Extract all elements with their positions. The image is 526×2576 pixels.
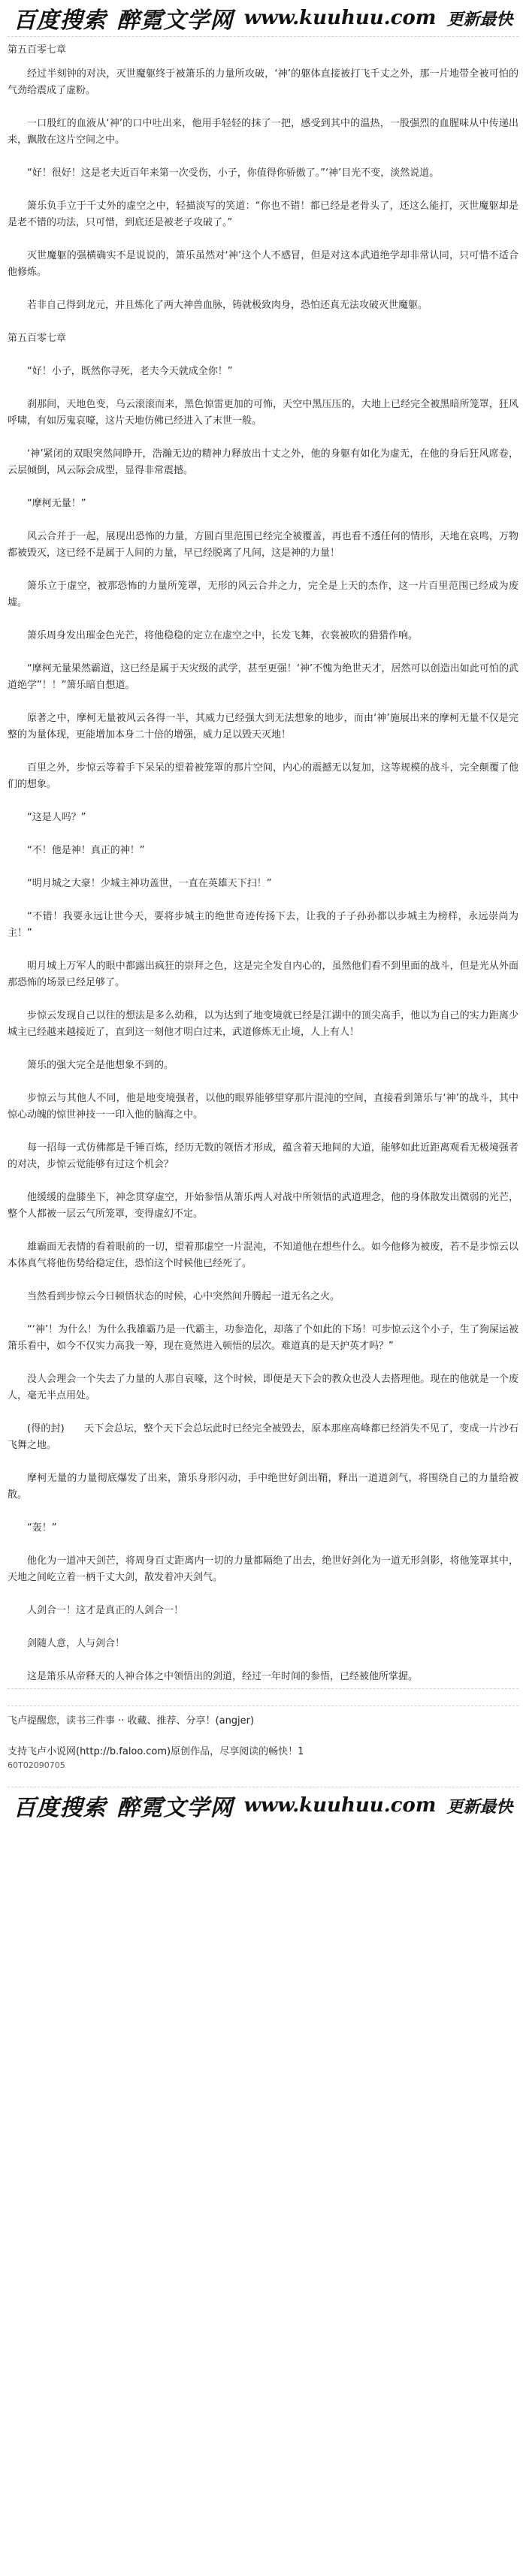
paragraph: 每一招每一式仿佛都是千锤百炼，经历无数的领悟才形成，蕴含着天地间的大道，能够如此近距离观看无极境强者的对决，步惊云觉能够有过这个机会？ xyxy=(8,1142,518,1170)
paragraph: “明月城之大豪！少城主神功盖世，一直在英雄天下扫！” xyxy=(27,878,272,889)
paragraph: “好！小子，既然你寻死，老夫今天就成全你！” xyxy=(27,366,233,377)
paragraph: 这是箫乐从帝释天的人神合体之中领悟出的剑道，经过一年时间的参悟，已经被他所掌握。 xyxy=(8,1669,518,1689)
paragraph: 若非自己得到龙元，并且炼化了两大神兽血脉，铸就极致肉身，恐怕还真无法攻破灭世魔躯。 xyxy=(27,300,428,311)
site-name: 醉霓文学网 xyxy=(116,8,234,34)
paragraph: 百里之外，步惊云等着手下呆呆的望着被笼罩的那片空间，内心的震撼无以复加，这等规模的战斗，完全颠覆了他们的想象。 xyxy=(8,762,518,790)
paragraph: 剑随人意，人与剑合！ xyxy=(27,1638,125,1649)
paragraph: 灭世魔躯的强横确实不是说说的，箫乐虽然对‘神’这个人不感冒，但是对这本武道绝学却非常认同，只可惜不适合他修炼。 xyxy=(8,250,518,278)
site-banner-top[interactable] xyxy=(8,0,518,37)
site-slogan: 更新最快 xyxy=(446,1796,513,1817)
paragraph: (得的封) 天下会总坛，整个天下会总坛此时已经完全被毁去，原本那座高峰都已经消失不见了，变成一片沙石飞舞之地。 xyxy=(8,1423,518,1451)
site-logo: 百度搜索 xyxy=(13,1795,107,1821)
paragraph: 箫乐立于虚空，被那恐怖的力量所笼罩，无形的风云合并之力，完全是上天的杰作，这一片百里范围已经成为废墟。 xyxy=(8,581,518,608)
paragraph: “摩柯无量！” xyxy=(27,498,86,509)
paragraph: 步惊云与其他人不同，他是地变境强者，以他的眼界能够望穿那片混沌的空间，直接看到箫乐与‘神’的战斗，其中惊心动魄的惊世神技一一印入他的脑海之中。 xyxy=(8,1093,518,1121)
site-logo: 百度搜索 xyxy=(13,8,107,34)
site-url[interactable]: www.kuuhuu.com xyxy=(243,1794,437,1817)
reader-reminder: 飞卢提醒您，读书三件事 ·· 收藏、推荐、分享！(angjer) xyxy=(8,1715,255,1727)
support-link[interactable]: 支持飞卢小说网(http://b.faloo.com)原创作品，尽享阅读的畅快！1 xyxy=(8,1746,304,1757)
paragraph: 箫乐的强大完全是他想象不到的。 xyxy=(27,1060,174,1071)
paragraph: 风云合并于一起，展现出恐怖的力量，方圆百里范围已经完全被覆盖，再也看不透任何的情形，天地在哀鸣，万物都被毁灭，这已经不是属于人间的力量，早已经脱离了凡间，这是神的力量！ xyxy=(8,531,518,559)
site-url[interactable]: www.kuuhuu.com xyxy=(243,7,437,29)
paragraph: 摩柯无量的力量彻底爆发了出来，箫乐身形闪动，手中绝世好剑出鞘，释出一道道剑气，将围绕自己的力量给被散。 xyxy=(8,1473,518,1501)
footer-notes xyxy=(8,1706,518,1770)
page-code: 60T02090705 xyxy=(8,1760,65,1770)
paragraph: “这是人吗？” xyxy=(27,812,86,823)
paragraph: 刹那间，天地色变，乌云滚滚而来，黑色惊雷更加的可怖，天空中黑压压的，大地上已经完全被黑暗所笼罩，狂风呼啸，有如厉鬼哀嚎，这片天地仿佛已经进入了末世一般。 xyxy=(8,399,518,427)
paragraph: “‘神’！为什么！为什么我雄霸乃是一代霸主，功参造化，却落了个如此的下场！可步惊云这个小子，生了狗屎运被箫乐看中，如今不仅实力高我一筹，现在竟然进入顿悟的层次。难道真的是天护英才吗？” xyxy=(8,1324,518,1352)
paragraph: 雄霸面无表情的看着眼前的一切，望着那虚空一片混沌，不知道他在想些什么。如今他修为被废，若不是步惊云以本体真气将他伤势给稳定住，恐怕这个时候他已经死了。 xyxy=(8,1241,518,1269)
paragraph: 人剑合一！这才是真正的人剑合一！ xyxy=(27,1605,184,1616)
paragraph: 原著之中，摩柯无量被风云各得一半，其威力已经强大到无法想象的地步，而由‘神’施展出来的摩柯无量不仅是完整的为量体现，更能增加本身二十倍的增强，威力足以毁天灭地！ xyxy=(8,713,518,741)
chapter-title: 第五百零七章 xyxy=(8,44,67,56)
paragraph: 箫乐负手立于千丈外的虚空之中，轻描淡写的笑道：“你也不错！都已经是老骨头了，还这么能打，灭世魔躯却是是老不错的功法，只可惜，到底还是被老子攻破了。” xyxy=(8,201,518,228)
site-slogan: 更新最快 xyxy=(446,9,513,29)
paragraph: 他化为一道冲天剑芒，将周身百丈距离内一切的力量都隔绝了出去，绝世好剑化为一道无形剑影，将他笼罩其中，天地之间屹立着一柄千丈大剑，散发着冲天剑气。 xyxy=(8,1555,518,1583)
paragraph: ‘神’紧闭的双眼突然间睁开，浩瀚无边的精神力释放出十丈之外，他的身躯有如化为虚无，在他的身后狂风席卷，云层倾倒，风云际会成型，显得非常震撼。 xyxy=(8,448,518,476)
chapter-content xyxy=(8,66,518,1689)
paragraph: 步惊云发现自己以往的想法是多么幼稚，以为达到了地变境就已经是江湖中的顶尖高手，他以为自己的实力距离少城主已经越来越接近了，直到这一刻他才明白过来，武道修炼无止境，人上有人！ xyxy=(8,1010,518,1038)
paragraph: “不！他是神！真正的神！” xyxy=(27,845,145,856)
site-name: 醉霓文学网 xyxy=(116,1795,234,1821)
chapter-heading-repeat: 第五百零七章 xyxy=(8,333,67,344)
paragraph: “摩柯无量果然霸道，这已经是属于天灾级的武学，甚至更强！‘神’不愧为绝世天才，居然可以创造出如此可怕的武道绝学”！！”箫乐暗自想道。 xyxy=(8,663,518,691)
paragraph: 明月城上万军人的眼中都露出疯狂的崇拜之色，这是完全发自内心的，虽然他们看不到里面的战斗，但是光从外面那恐怖的场景已经足够了。 xyxy=(8,961,518,988)
paragraph: 一口殷红的血液从‘神’的口中吐出来，他用手轻轻的抹了一把，感受到其中的温热，一股强烈的血腥味从中传递出来，飘散在这片空间之中。 xyxy=(8,118,518,146)
paragraph: 他缓缓的盘膝坐下，神念贯穿虚空，开始参悟从箫乐两人对战中所领悟的武道理念，他的身体散发出微弱的光芒，整个人都被一层云气所笼罩，变得虚幻不定。 xyxy=(8,1192,518,1220)
paragraph: 箫乐周身发出璀金色光芒，将他稳稳的定立在虚空之中，长发飞舞，衣裳被吹的猎猎作响。 xyxy=(27,630,419,641)
paragraph: 当然看到步惊云今日顿悟状态的时候，心中突然间升腾起一道无名之火。 xyxy=(27,1291,340,1302)
paragraph: 经过半刻钟的对决，灭世魔躯终于被箫乐的力量所攻破，‘神’的躯体直接被打飞千丈之外，那一片地带全被可怕的气劲给震成了虚粉。 xyxy=(8,68,518,96)
paragraph: “轰！” xyxy=(27,1522,57,1534)
paragraph: 没人会理会一个失去了力量的人那自哀嚎，这个时候，即便是天下会的教众也没人去搭理他。现在的他就是一个废人，毫无半点用处。 xyxy=(8,1374,518,1401)
paragraph: “好！很好！这是老夫近百年来第一次受伤，小子，你值得你骄傲了。”‘神’目光不变，淡然说道。 xyxy=(27,167,440,179)
site-banner-bottom[interactable] xyxy=(8,1787,518,1823)
paragraph: “不错！我要永远让世今天，要将步城主的绝世奇迹传扬下去，让我的子子孙孙都以步城主为榜样，永远崇尚为主！” xyxy=(8,911,518,939)
